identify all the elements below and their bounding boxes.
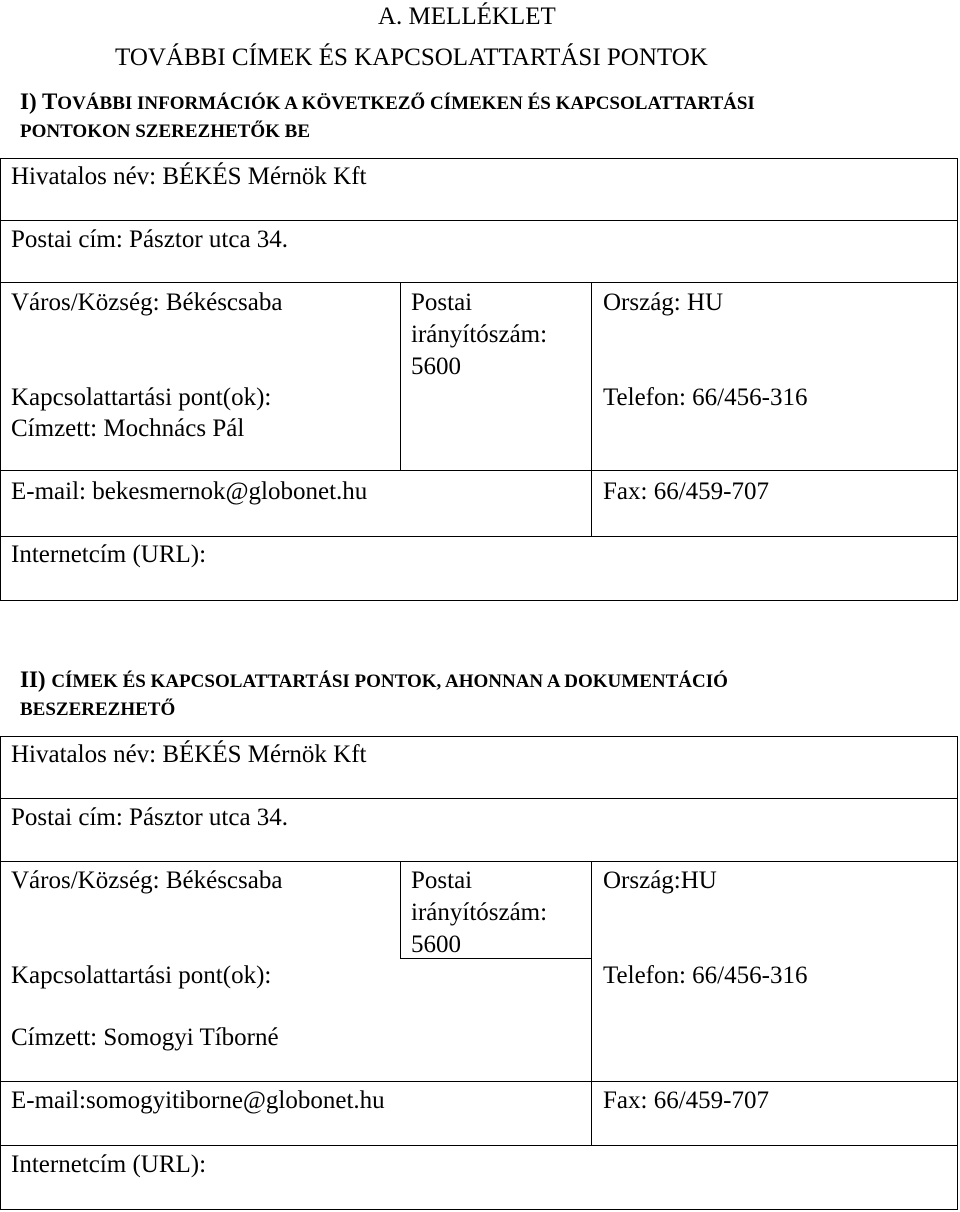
document-title: TOVÁBBI CÍMEK ÉS KAPCSOLATTARTÁSI PONTOK	[115, 44, 708, 71]
postal-address-field: Postai cím: Pásztor utca 34.	[11, 804, 289, 831]
section1-heading-number: I) T	[20, 89, 58, 114]
recipient-field: Címzett: Mochnács Pál	[11, 415, 245, 442]
postal-code-value: 5600	[411, 353, 461, 380]
annex-title: A. MELLÉKLET	[378, 3, 556, 30]
official-name-field: Hivatalos név: BÉKÉS Mérnök Kft	[11, 741, 367, 768]
postal-address-field: Postai cím: Pásztor utca 34.	[11, 226, 289, 253]
recipient-field: Címzett: Somogyi Tíborné	[11, 1024, 279, 1051]
section1-form-table	[0, 158, 958, 601]
divider	[0, 220, 958, 221]
divider	[400, 861, 401, 958]
fax-field: Fax: 66/459-707	[603, 1087, 769, 1114]
internet-url-field: Internetcím (URL):	[11, 1151, 207, 1178]
official-name-field: Hivatalos név: BÉKÉS Mérnök Kft	[11, 163, 367, 190]
postal-code-label: Postai	[411, 867, 473, 894]
divider	[0, 861, 958, 862]
divider	[400, 958, 591, 959]
phone-field: Telefon: 66/456-316	[603, 384, 808, 411]
section2-heading-line2: BESZEREZHETŐ	[20, 699, 176, 720]
divider	[591, 282, 592, 536]
divider	[400, 282, 401, 470]
email-field: E-mail: bekesmernok@globonet.hu	[11, 478, 368, 505]
country-field: Ország: HU	[603, 289, 724, 316]
section2-heading	[20, 668, 728, 694]
divider	[0, 282, 958, 283]
city-field: Város/Község: Békéscsaba	[11, 867, 283, 894]
divider	[0, 1081, 958, 1082]
divider	[0, 798, 958, 799]
section1-heading	[20, 90, 755, 116]
contact-point-field: Kapcsolattartási pont(ok):	[11, 384, 272, 411]
postal-code-value: 5600	[411, 931, 461, 958]
country-field: Ország:HU	[603, 867, 717, 894]
postal-code-label-cont: irányítószám:	[411, 321, 548, 348]
section2-heading-number: II)	[20, 667, 52, 692]
divider	[0, 536, 958, 537]
fax-field: Fax: 66/459-707	[603, 478, 769, 505]
divider	[0, 1145, 958, 1146]
phone-field: Telefon: 66/456-316	[603, 962, 808, 989]
section1-heading-text: OVÁBBI INFORMÁCIÓK A KÖVETKEZŐ CÍMEKEN ÉS KAPCSOLATTARTÁSI	[57, 93, 755, 114]
internet-url-field: Internetcím (URL):	[11, 541, 207, 568]
contact-point-field: Kapcsolattartási pont(ok):	[11, 962, 272, 989]
divider	[591, 861, 592, 1145]
section2-heading-text: CÍMEK ÉS KAPCSOLATTARTÁSI PONTOK, AHONNAN A DOKUMENTÁCIÓ	[51, 671, 728, 692]
email-field: E-mail:somogyitiborne@globonet.hu	[11, 1087, 385, 1114]
city-field: Város/Község: Békéscsaba	[11, 289, 283, 316]
divider	[0, 470, 958, 471]
postal-code-label-cont: irányítószám:	[411, 899, 548, 926]
postal-code-label: Postai	[411, 289, 473, 316]
section1-heading-line2: PONTOKON SZEREZHETŐK BE	[20, 121, 311, 142]
